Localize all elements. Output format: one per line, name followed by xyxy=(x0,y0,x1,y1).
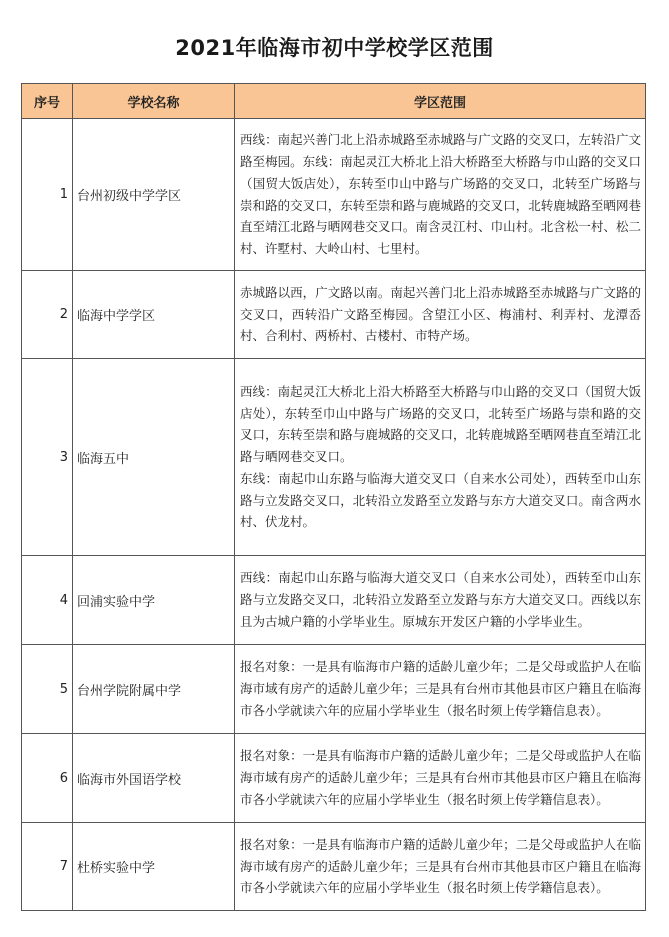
school-name: 临海市外国语学校 xyxy=(73,734,235,823)
district-range xyxy=(235,119,646,271)
district-range xyxy=(235,645,646,734)
district-range xyxy=(235,823,646,911)
school-name: 台州初级中学学区 xyxy=(73,119,235,271)
school-name: 回浦实验中学 xyxy=(73,556,235,645)
row-number: 4 xyxy=(22,556,73,645)
row-number: 1 xyxy=(22,119,73,271)
district-range xyxy=(235,271,646,359)
header-no: 序号 xyxy=(22,84,73,119)
district-range-paragraph: 西线：南起灵江大桥北上沿大桥路至大桥路与巾山路的交叉口（国贸大饭店处），东转至巾山中路与广场路的交叉口，北转至广场路与崇和路的交叉口，东转至崇和路与鹿城路的交叉口，北转鹿城路至晒网巷直至靖江北路与晒网巷交叉口。 xyxy=(240,383,641,465)
table-row xyxy=(22,119,646,271)
header-school: 学校名称 xyxy=(73,84,235,119)
district-range-paragraph: 赤城路以西，广文路以南。南起兴善门北上沿赤城路至赤城路与广文路的交叉口，西转沿广文路至梅园。含望江小区、梅浦村、利弄村、龙潭岙村、合利村、两桥村、古楼村、市特产场。 xyxy=(240,284,641,344)
row-number: 5 xyxy=(22,645,73,734)
table-row xyxy=(22,271,646,359)
district-range xyxy=(235,359,646,556)
school-name: 临海五中 xyxy=(73,359,235,556)
district-range xyxy=(235,734,646,823)
district-range-paragraph: 报名对象：一是具有临海市户籍的适龄儿童少年；二是父母或监护人在临海市域有房产的适龄儿童少年；三是具有台州市其他县市区户籍且在临海市各小学就读六年的应届小学毕业生（报名时须上传学籍信息表）。 xyxy=(240,748,641,807)
district-range-paragraph: 报名对象：一是具有临海市户籍的适龄儿童少年；二是父母或监护人在临海市域有房产的适龄儿童少年；三是具有台州市其他县市区户籍且在临海市各小学就读六年的应届小学毕业生（报名时须上传学籍信息表）。 xyxy=(240,836,641,896)
row-number: 3 xyxy=(22,359,73,556)
table-row xyxy=(22,645,646,734)
row-number: 6 xyxy=(22,734,73,823)
district-range-paragraph: 东线：南起巾山东路与临海大道交叉口（自来水公司处），西转至巾山东路与立发路交叉口，北转沿立发路至立发路与东方大道交叉口。南含两水村、伏龙村。 xyxy=(240,470,641,530)
district-range xyxy=(235,556,646,645)
table-body xyxy=(22,119,646,911)
school-name: 临海中学学区 xyxy=(73,271,235,359)
row-number: 7 xyxy=(22,823,73,911)
table-row xyxy=(22,556,646,645)
district-range-paragraph: 西线：南起兴善门北上沿赤城路至赤城路与广文路的交叉口，左转沿广文路至梅园。东线：南起灵江大桥北上沿大桥路至大桥路与巾山路的交叉口（国贸大饭店处），东转至巾山中路与广场路的交叉口，北转至广场路与崇和路的交叉口，东转至崇和路与鹿城路的交叉口，北转鹿城路至晒网巷直至靖江北路与晒网巷交叉口。南含灵江村、巾山村。北含松一村、松二村、许墅村、大岭山村、七里村。 xyxy=(240,132,641,257)
table-row xyxy=(22,823,646,911)
table-header-row xyxy=(22,84,646,119)
district-range-paragraph: 报名对象：一是具有临海市户籍的适龄儿童少年；二是父母或监护人在临海市域有房产的适龄儿童少年；三是具有台州市其他县市区户籍且在临海市各小学就读六年的应届小学毕业生（报名时须上传学籍信息表）。 xyxy=(240,659,641,718)
page-title: 2021年临海市初中学校学区范围 xyxy=(175,36,494,60)
school-district-table xyxy=(21,83,646,911)
district-range-paragraph: 西线：南起巾山东路与临海大道交叉口（自来水公司处），西转至巾山东路与立发路交叉口，北转沿立发路至立发路与东方大道交叉口。西线以东且为古城户籍的小学毕业生。原城东开发区户籍的小学毕业生。 xyxy=(240,570,641,629)
table-row xyxy=(22,359,646,556)
table-row xyxy=(22,734,646,823)
header-range: 学区范围 xyxy=(235,84,646,119)
row-number: 2 xyxy=(22,271,73,359)
school-name: 台州学院附属中学 xyxy=(73,645,235,734)
school-name: 杜桥实验中学 xyxy=(73,823,235,911)
